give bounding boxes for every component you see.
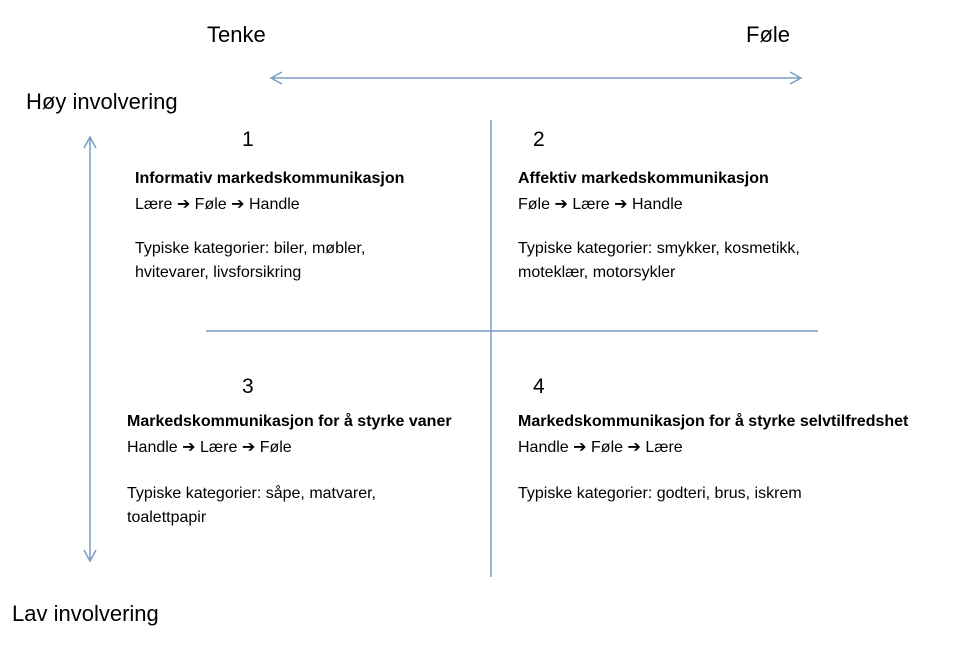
- quadrant-number: 4: [533, 375, 545, 398]
- quadrant-number: 3: [242, 375, 254, 398]
- arrow-right-icon: ➔: [241, 439, 256, 456]
- arrow-right-icon: ➔: [573, 439, 587, 456]
- axis-label-tenke: Tenke: [207, 22, 266, 47]
- sequence-step: Handle: [248, 196, 300, 213]
- sequence-step: Handle: [127, 439, 178, 456]
- quadrant-title: Informativ markedskommunikasjon: [135, 170, 405, 187]
- arrow-right-icon: ➔: [176, 196, 191, 213]
- quadrant-title: Affektiv markedskommunikasjon: [518, 170, 769, 187]
- axis-label-low-involvement: Lav involvering: [12, 601, 159, 626]
- sequence-step: Føle: [591, 439, 624, 456]
- sequence-step: Føle: [194, 196, 227, 213]
- quadrant-sequence: [518, 437, 683, 457]
- sequence-step: Handle: [518, 439, 569, 456]
- sequence-step: Føle: [518, 196, 550, 213]
- quadrant-sequence: [135, 194, 300, 214]
- axis-label-fole: Føle: [746, 22, 790, 47]
- arrow-right-icon: ➔: [554, 196, 568, 213]
- arrow-right-icon: ➔: [614, 196, 628, 213]
- arrow-right-icon: ➔: [231, 196, 245, 213]
- sequence-step: Handle: [631, 196, 683, 213]
- quadrant-number: 1: [242, 128, 254, 151]
- quadrant-categories: Typiske kategorier: godteri, brus, iskrem: [518, 485, 802, 502]
- arrow-right-icon: ➔: [627, 439, 641, 456]
- quadrant-categories: Typiske kategorier: såpe, matvarer, toalettpapir: [127, 485, 376, 526]
- quadrant-categories: Typiske kategorier: biler, møbler, hvitevarer, livsforsikring: [135, 240, 366, 281]
- horizontal-double-arrow: [271, 72, 801, 84]
- sequence-step: Lære: [135, 196, 173, 213]
- sequence-step: Føle: [259, 439, 292, 456]
- quadrant-title: Markedskommunikasjon for å styrke selvtilfredshet: [518, 413, 909, 430]
- sequence-step: Lære: [572, 196, 610, 213]
- arrow-right-icon: ➔: [182, 439, 196, 456]
- quadrant-sequence: [518, 194, 683, 214]
- sequence-step: Lære: [645, 439, 683, 456]
- quadrant-title: Markedskommunikasjon for å styrke vaner: [127, 413, 452, 430]
- vertical-double-arrow: [84, 137, 96, 561]
- quadrant-sequence: [127, 437, 292, 457]
- quadrant-categories: Typiske kategorier: smykker, kosmetikk, moteklær, motorsykler: [518, 240, 800, 281]
- sequence-step: Lære: [200, 439, 238, 456]
- axis-label-high-involvement: Høy involvering: [26, 89, 178, 114]
- quadrant-number: 2: [533, 128, 545, 151]
